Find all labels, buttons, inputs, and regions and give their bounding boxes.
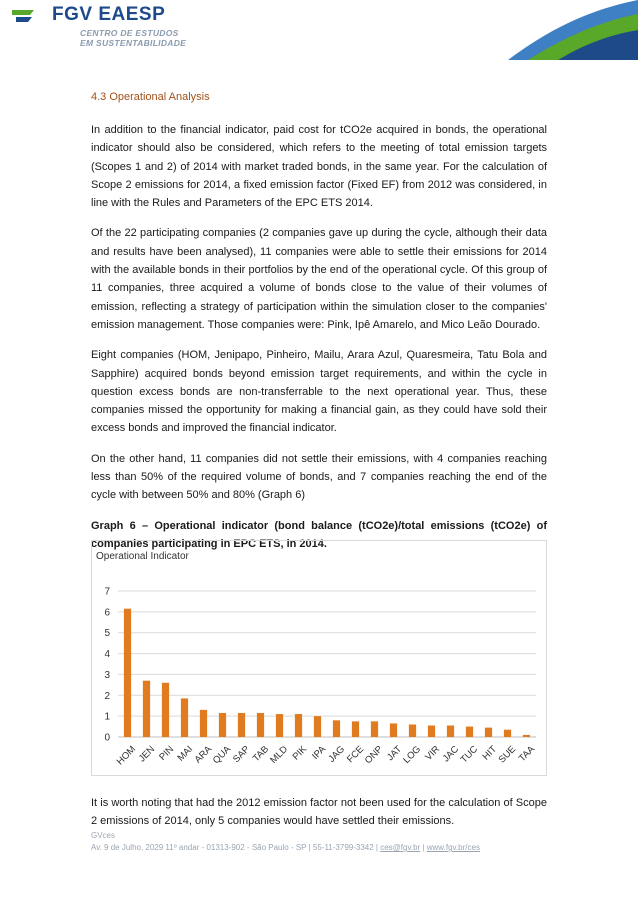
footer-contact [91, 842, 547, 854]
header-swoosh-graphic [488, 0, 638, 60]
x-tick-label: LOG [401, 743, 424, 766]
paragraph-3: Eight companies (HOM, Jenipapo, Pinheiro, Mailu, Arara Azul, Quaresmeira, Tatu Bola and Sapphire) acquired bonds beyond emission target requirements, and within the cycle in question excess bonds are non-transferrable to the next operational year. Thus, these companies missed the opportunity for making a financial gain, as they could have sold their excess bonds and improved the financial indicator. [91, 349, 547, 435]
paragraph-4: On the other hand, 11 companies did not settle their emissions, with 4 companies reaching less than 50% of the required volume of bonds, and 7 companies reaching the end of the cycle with between 50% and 80% (Graph 6) [91, 452, 547, 502]
bar-jat [390, 723, 397, 737]
y-axis-ticks [104, 587, 110, 744]
bar-jag [333, 720, 340, 737]
x-tick-label: IPA [310, 743, 329, 762]
footer-address: Av. 9 de Julho, 2029 11º andar - 01313-902 - São Paulo - SP | 55-11-3799-3342 | [91, 843, 378, 852]
x-tick-label: JAT [384, 743, 405, 764]
footer-website-link[interactable]: www.fgv.br/ces [426, 843, 480, 852]
paragraph-1: In addition to the financial indicator, paid cost for tCO2e acquired in bonds, the operational indicator should also be considered, which refers to the meeting of total emission targets (Scopes 1 and 2) of 2014 with market traded bonds, in the same year. For the calculation of Scope 2 emissions for 2014, a fixed emission factor (Fixed EF) from 2012 was considered, in line with the Rules and Parameters of the EPC ETS 2014. [91, 124, 547, 210]
bar-mld [276, 714, 283, 737]
x-tick-label: MLD [268, 743, 291, 766]
fgv-logo-icon [12, 8, 48, 24]
section-title: 4.3 Operational Analysis [91, 91, 210, 103]
operational-indicator-chart [92, 541, 546, 775]
x-tick-label: VIR [423, 743, 443, 763]
bar-pik [295, 714, 302, 737]
y-tick-label: 6 [104, 607, 110, 619]
x-tick-label: MAI [175, 743, 196, 764]
bars [124, 609, 530, 737]
x-tick-label: TUC [458, 743, 481, 766]
bar-taa [523, 735, 530, 737]
bar-jac [447, 726, 454, 737]
y-tick-label: 3 [104, 669, 110, 681]
bar-sap [238, 713, 245, 737]
footer-org: GVces [91, 831, 116, 840]
brand-subtitle-line1: CENTRO DE ESTUDOS [80, 28, 179, 38]
y-tick-label: 5 [104, 628, 110, 640]
bar-tuc [466, 727, 473, 737]
chart-title: Operational Indicator [96, 551, 189, 562]
bar-log [409, 724, 416, 737]
x-tick-label: SUE [496, 743, 519, 766]
x-tick-label: JAG [326, 743, 348, 765]
footer-email-link[interactable]: ces@fgv.br [380, 843, 421, 852]
x-tick-label: TAA [516, 743, 538, 765]
after-chart-text [91, 794, 547, 831]
bar-sue [504, 730, 511, 737]
bar-hom [124, 609, 131, 737]
x-tick-label: ONP [362, 743, 386, 767]
bar-pin [162, 683, 169, 737]
x-tick-label: JEN [136, 743, 158, 765]
main-content [91, 90, 547, 553]
y-tick-label: 4 [104, 649, 110, 661]
bar-fce [352, 721, 359, 737]
chart-container [91, 540, 547, 776]
y-tick-label: 1 [104, 711, 110, 723]
footer-separator: | [422, 843, 425, 852]
graph-title: Graph 6 – Operational indicator (bond balance (tCO2e)/total emissions (tCO2e) of companies participating in EPC ETS, in 2014. [91, 519, 547, 550]
x-tick-label: QUA [210, 743, 234, 767]
paragraph-2: Of the 22 participating companies (2 companies gave up during the cycle, although their data and results have been analysed), 11 companies were able to settle their emissions for 2014 with the available bonds in their portfolios by the end of the operational cycle. Of this group of 11 companies, three acquired a volume of bonds close to the value of their volumes of emission, reflecting a strategy of participation within the simulation closer to the companies' emission management. Those companies were: Pink, Ipê Amarelo, and Mico Leão Dourado. [91, 227, 547, 331]
bar-ara [200, 710, 207, 737]
x-tick-label: ARA [192, 743, 215, 766]
x-tick-label: HOM [114, 743, 139, 768]
page-footer [91, 830, 547, 854]
brand-subtitle-line2: EM SUSTENTABILIDADE [80, 38, 187, 48]
page-header [0, 0, 638, 60]
bar-onp [371, 721, 378, 737]
bar-mai [181, 698, 188, 737]
bar-qua [219, 713, 226, 737]
y-tick-label: 7 [104, 586, 110, 598]
y-tick-label: 0 [104, 732, 110, 744]
x-tick-label: FCE [344, 743, 367, 766]
brand-subtitle [80, 28, 186, 48]
bar-ipa [314, 716, 321, 737]
brand-name: FGV EAESP [52, 4, 166, 25]
x-tick-label: PIK [290, 743, 310, 763]
bar-hit [485, 728, 492, 737]
paragraph-after-chart: It is worth noting that had the 2012 emission factor not been used for the calculation of Scope 2 emissions of 2014, only 5 companies would have settled their emissions. [91, 797, 547, 828]
x-tick-label: SAP [230, 743, 253, 766]
bar-vir [428, 726, 435, 737]
x-tick-label: TAB [250, 743, 272, 765]
x-axis-ticks [115, 743, 538, 767]
gridlines [118, 591, 536, 737]
x-tick-label: PIN [157, 743, 177, 763]
bar-jen [143, 681, 150, 737]
bar-tab [257, 713, 264, 737]
x-tick-label: HIT [480, 743, 500, 763]
x-tick-label: JAC [440, 743, 462, 765]
y-tick-label: 2 [104, 690, 110, 702]
